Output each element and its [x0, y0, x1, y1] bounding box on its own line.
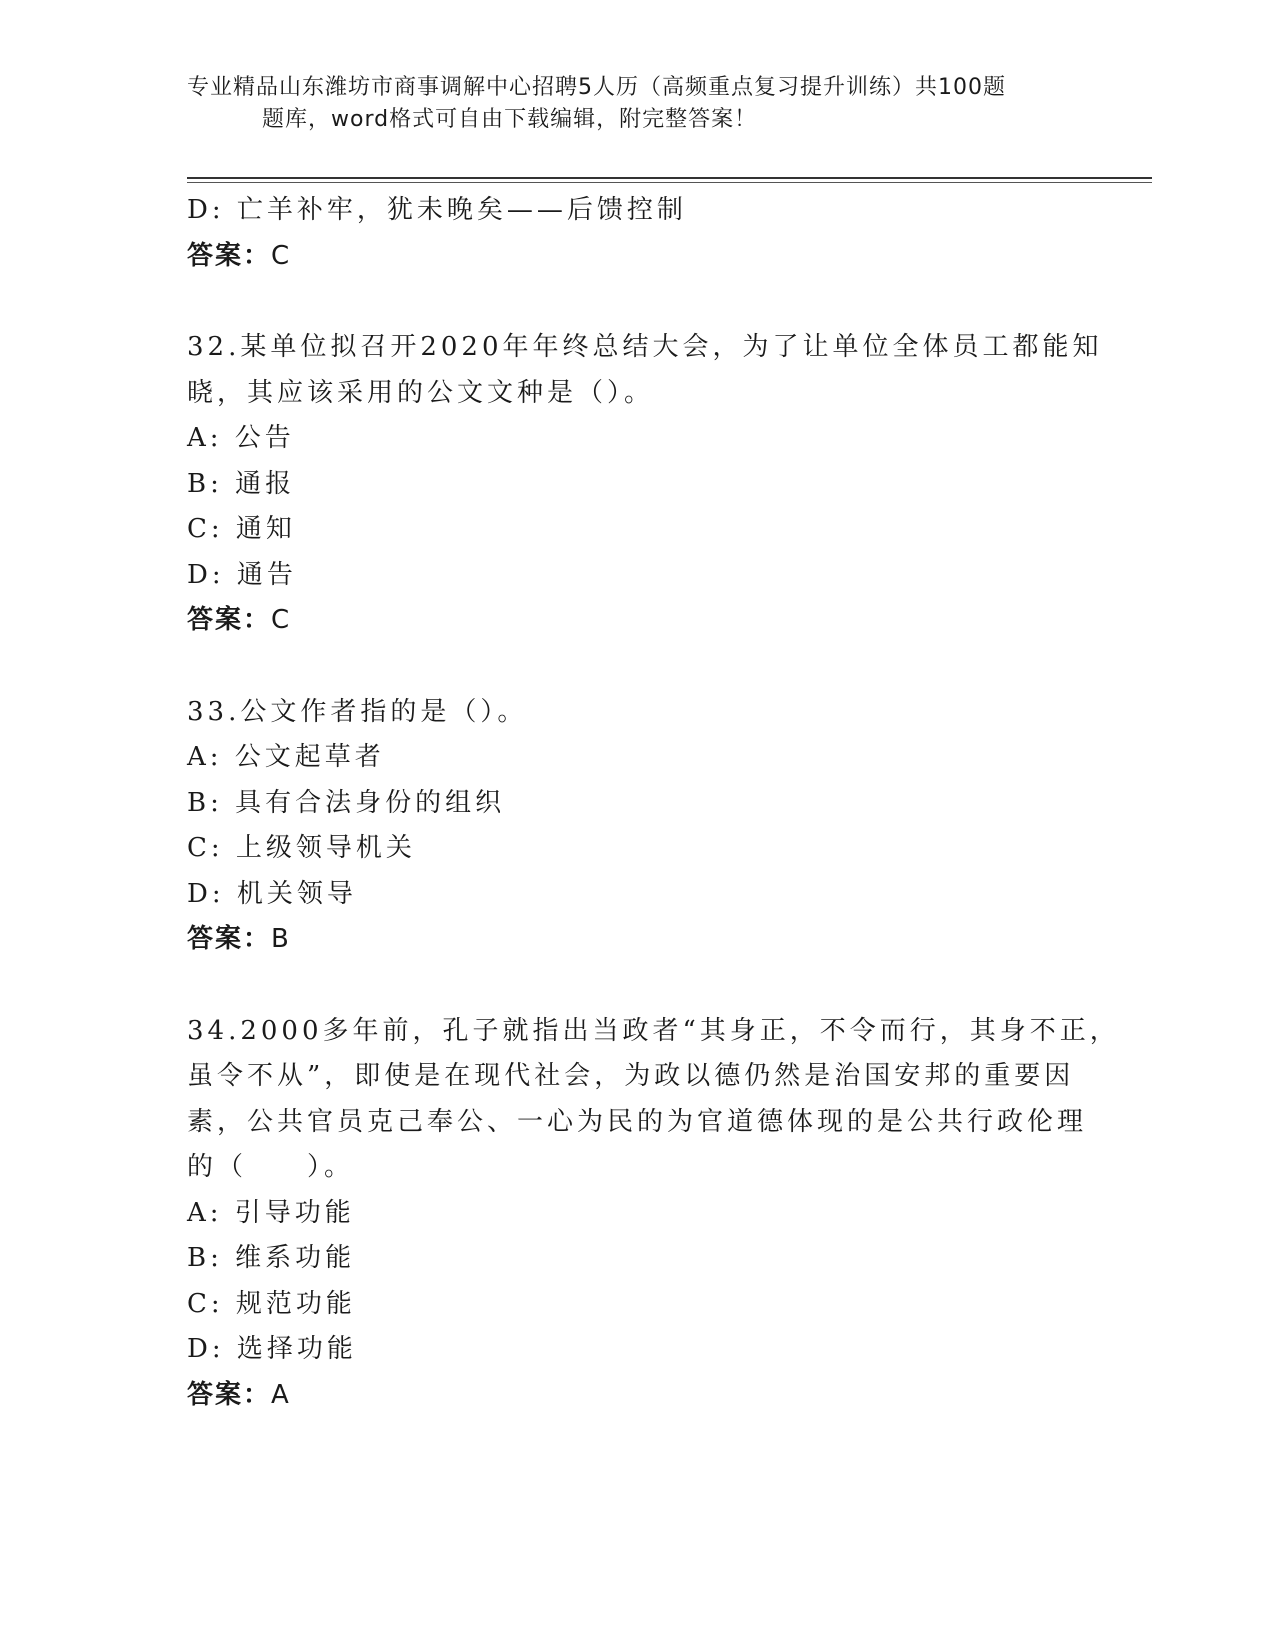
answer — [187, 1373, 1087, 1419]
answer-label: 答案： — [187, 924, 272, 954]
question-33 — [187, 690, 1087, 963]
question-34 — [187, 1009, 1120, 1419]
answer-value: C — [271, 605, 292, 635]
answer — [187, 598, 1087, 644]
document-header — [0, 72, 1275, 136]
option-a: A: 公告 — [187, 423, 295, 453]
question-stem: 虽令不从”，即使是在现代社会，为政以德仍然是治国安邦的重要因 — [187, 1061, 1075, 1091]
option-b: B: 维系功能 — [187, 1243, 356, 1273]
option-d: D: 机关领导 — [187, 878, 357, 909]
header-divider-thick — [187, 177, 1152, 179]
answer-value: C — [271, 240, 292, 271]
prev-option-d: D: 亡羊补牢，犹未晚矣——后馈控制 — [187, 195, 687, 225]
answer-value: A — [271, 1379, 291, 1410]
question-stem: 33.公文作者指的是（）。 — [187, 696, 528, 727]
option-b: B: 通报 — [187, 468, 296, 499]
header-title-line2: 题库，word格式可自由下载编辑，附完整答案！ — [262, 107, 758, 132]
question-stem: 晓，其应该采用的公文文种是（）。 — [187, 377, 655, 408]
option-c: C: 通知 — [187, 514, 296, 544]
answer-value: B — [271, 924, 291, 954]
question-stem: 的（ ）。 — [187, 1152, 355, 1182]
answer-label: 答案： — [187, 240, 272, 271]
question-32 — [187, 325, 1103, 644]
option-a: A: 公文起草者 — [187, 742, 385, 772]
option-b: B: 具有合法身份的组织 — [187, 787, 506, 818]
prev-answer — [187, 234, 1087, 280]
header-divider-thin — [187, 182, 1152, 183]
question-stem: 34.2000多年前，孔子就指出当政者“其身正，不令而行，其身不正， — [187, 1015, 1120, 1046]
answer-label: 答案： — [187, 1379, 272, 1410]
question-content — [187, 188, 1120, 1418]
option-c: C: 规范功能 — [187, 1288, 356, 1319]
option-d: D: 通告 — [187, 559, 297, 590]
question-stem: 素，公共官员克己奉公、一心为民的为官道德体现的是公共行政伦理 — [187, 1106, 1088, 1137]
option-a: A: 引导功能 — [187, 1197, 355, 1228]
header-title-line1: 专业精品山东潍坊市商事调解中心招聘5人历（高频重点复习提升训练）共100题 — [187, 75, 1006, 100]
option-d: D: 选择功能 — [187, 1334, 357, 1364]
option-c: C: 上级领导机关 — [187, 833, 416, 863]
answer — [187, 917, 1087, 963]
answer-label: 答案： — [187, 605, 272, 635]
question-stem: 32.某单位拟召开2020年年终总结大会，为了让单位全体员工都能知 — [187, 332, 1103, 362]
